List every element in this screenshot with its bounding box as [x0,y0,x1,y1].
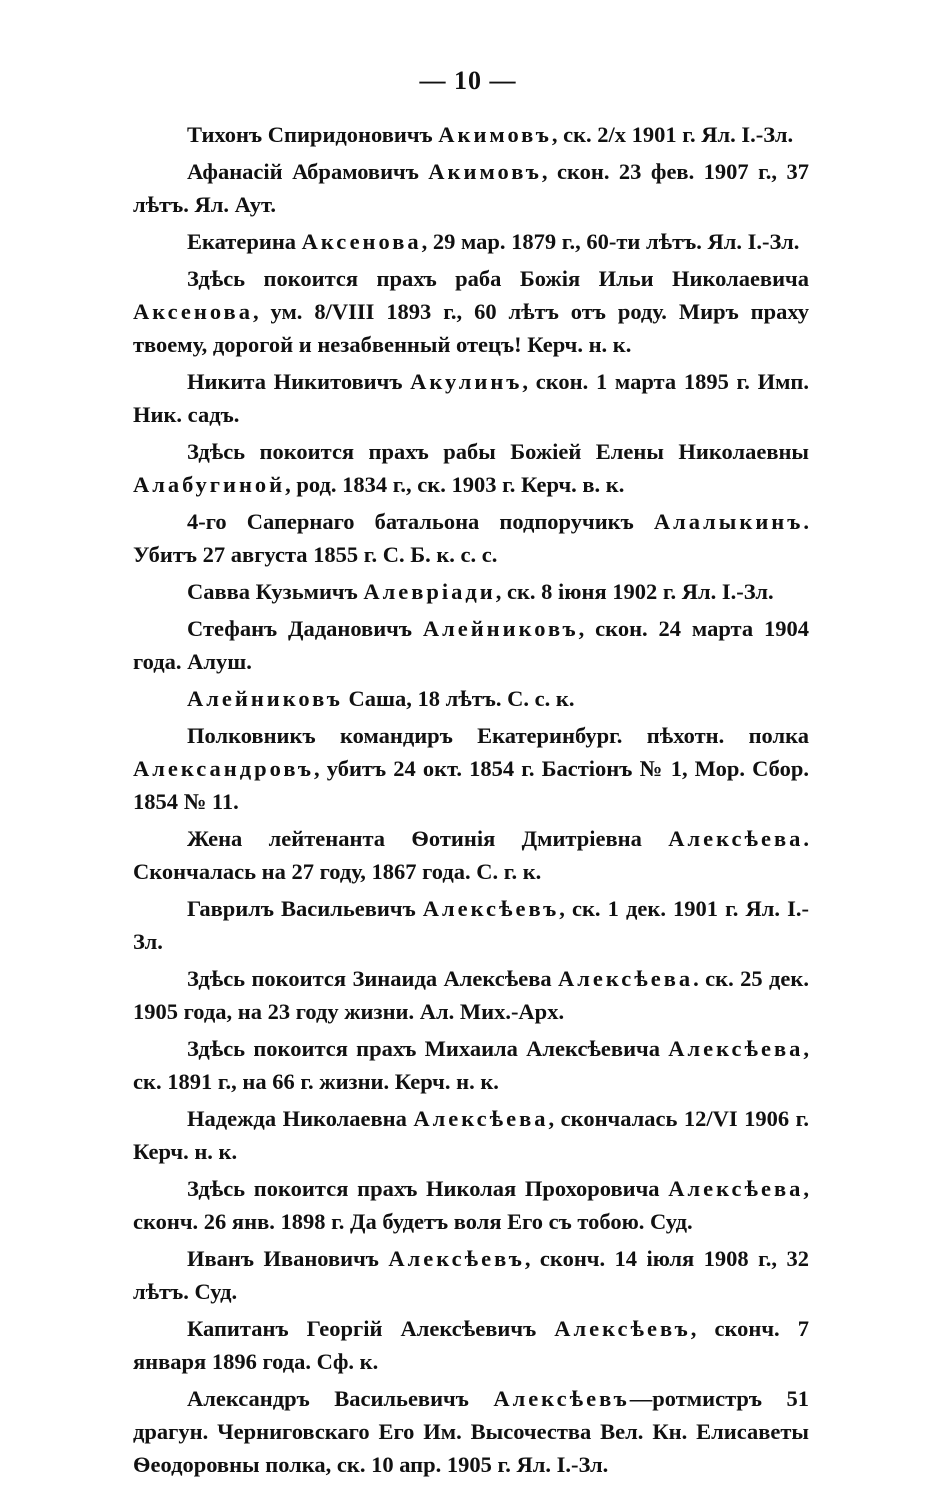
entry-surname: Алексѣева [668,1176,804,1201]
entry [133,1172,809,1238]
entry [133,1382,809,1481]
entry [133,155,809,221]
entry [133,435,809,501]
entry-text: Здѣсь покоится Зинаида Алексѣева [187,966,559,991]
entry-details: . Скончалась на 27 году, 1867 года. С. г. к. [133,826,809,884]
entry-surname: Алабугиной [133,472,286,497]
entry-text: Капитанъ Георгій Алексѣевичъ [187,1316,555,1341]
entry-text: Надежда Николаевна [187,1106,414,1131]
entry-details: , скончалась 12/VI 1906 г. Керч. н. к. [133,1106,809,1164]
entry-details: . Убитъ 27 августа 1855 г. С. Б. к. с. с. [133,509,809,567]
entry-details: . ск. 25 дек. 1905 года, на 23 году жизни. Ал. Мих.-Арх. [133,966,809,1024]
entry-details: , скон. 24 марта 1904 года. Алуш. [133,616,809,674]
entry-text: Здѣсь покоится прахъ Николая Прохоровича [187,1176,669,1201]
entry [133,1312,809,1378]
entry [133,118,809,151]
entry-surname: Алексѣевъ [388,1246,525,1271]
entry-text: Здѣсь покоится прахъ раба Божія Ильи Николаевича [187,266,809,291]
entry-surname: Алейниковъ [422,616,579,641]
entry-text: Екатерина [187,229,302,254]
entry-text: Здѣсь покоится прахъ рабы Божіей Елены Николаевны [187,439,809,464]
entry-details: , скон. 1 марта 1895 г. Имп. Ник. садъ. [133,369,809,427]
entry-text: Иванъ Ивановичъ [187,1246,389,1271]
entry-surname: Акулинъ [410,369,523,394]
entry-surname: Алевріади [363,579,496,604]
entry-surname: Алексѣевъ [554,1316,691,1341]
entry [133,505,809,571]
entry [133,962,809,1028]
entry-details: —ротмистръ 51 драгун. Черниговскаго Его Им. Высочества Вел. Кн. Елисаветы Ѳеодоровны полка, ск. 10 апр. 1905 г. Ял. I.-Зл. [133,1386,809,1477]
entry-details: , ск. 1891 г., на 66 г. жизни. Керч. н. к. [133,1036,809,1094]
entry-surname: Алексѣева [668,1036,804,1061]
entry-text: Савва Кузьмичъ [187,579,364,604]
entry [133,365,809,431]
entry-text: Александръ Васильевичъ [187,1386,494,1411]
entry-details: , ум. 8/VIII 1893 г., 60 лѣтъ отъ роду. Миръ праху твоему, дорогой и незабвенный отецъ! Керч. н. к. [133,299,809,357]
entry [133,719,809,818]
entry [133,1032,809,1098]
entry [133,612,809,678]
entry-details: , сконч. 14 іюля 1908 г., 32 лѣтъ. Суд. [133,1246,809,1304]
entry-surname: Алексѣева [558,966,694,991]
entry-surname: Аксенова [133,299,253,324]
entry-details: , убитъ 24 окт. 1854 г. Бастіонъ № 1, Мор. Сбор. 1854 № 11. [133,756,809,814]
entry-text: Афанасій Абрамовичъ [187,159,429,184]
entry [133,892,809,958]
entry-text: Тихонъ Спиридоновичъ [187,122,439,147]
entry-surname: Алексѣевъ [493,1386,630,1411]
entry-details: , род. 1834 г., ск. 1903 г. Керч. в. к. [285,472,625,497]
entry-surname: Алейниковъ [187,686,343,711]
entry-details: Саша, 18 лѣтъ. С. с. к. [342,686,575,711]
entry-details: , сконч. 7 января 1896 года. Сф. к. [133,1316,809,1374]
entry [133,1242,809,1308]
entry-text: Стефанъ Дадановичъ [187,616,423,641]
entry-surname: Алалыкинъ [653,509,804,534]
entry [133,575,809,608]
entry-text: Здѣсь покоится прахъ Михаила Алексѣевича [187,1036,669,1061]
entry [133,682,809,715]
entry-details: , ск. 1 дек. 1901 г. Ял. I.-Зл. [133,896,809,954]
entry-surname: Аксенова [301,229,422,254]
entry [133,1102,809,1168]
entry-details: , 29 мар. 1879 г., 60-ти лѣтъ. Ял. I.-Зл. [421,229,800,254]
entry-text: Никита Никитовичъ [187,369,411,394]
entry-surname: Алексѣевъ [422,896,560,921]
entry-text: Гаврилъ Васильевичъ [187,896,423,921]
entry-details: , сконч. 26 янв. 1898 г. Да будетъ воля Его съ тобою. Суд. [133,1176,809,1234]
entry-surname: Акимовъ [438,122,552,147]
entry-list [133,118,809,1485]
entry [133,262,809,361]
entry-text: 4-го Сапернаго батальона подпоручикъ [187,509,654,534]
entry-details: , ск. 8 іюня 1902 г. Ял. I.-Зл. [495,579,774,604]
entry [133,822,809,888]
entry-details: , ск. 2/x 1901 г. Ял. I.-Зл. [551,122,794,147]
entry-surname: Александровъ [133,756,315,781]
entry-text: Жена лейтенанта Ѳотинія Дмитріевна [187,826,669,851]
entry-surname: Акимовъ [428,159,542,184]
entry-surname: Алексѣева [668,826,804,851]
page-number: — 10 — [419,66,517,95]
entry-surname: Алексѣева [413,1106,549,1131]
entry [133,225,809,258]
entry-text: Полковникъ командиръ Екатеринбург. пѣхотн. полка [187,723,809,748]
entry-details: , скон. 23 фев. 1907 г., 37 лѣтъ. Ял. Аут. [133,159,809,217]
